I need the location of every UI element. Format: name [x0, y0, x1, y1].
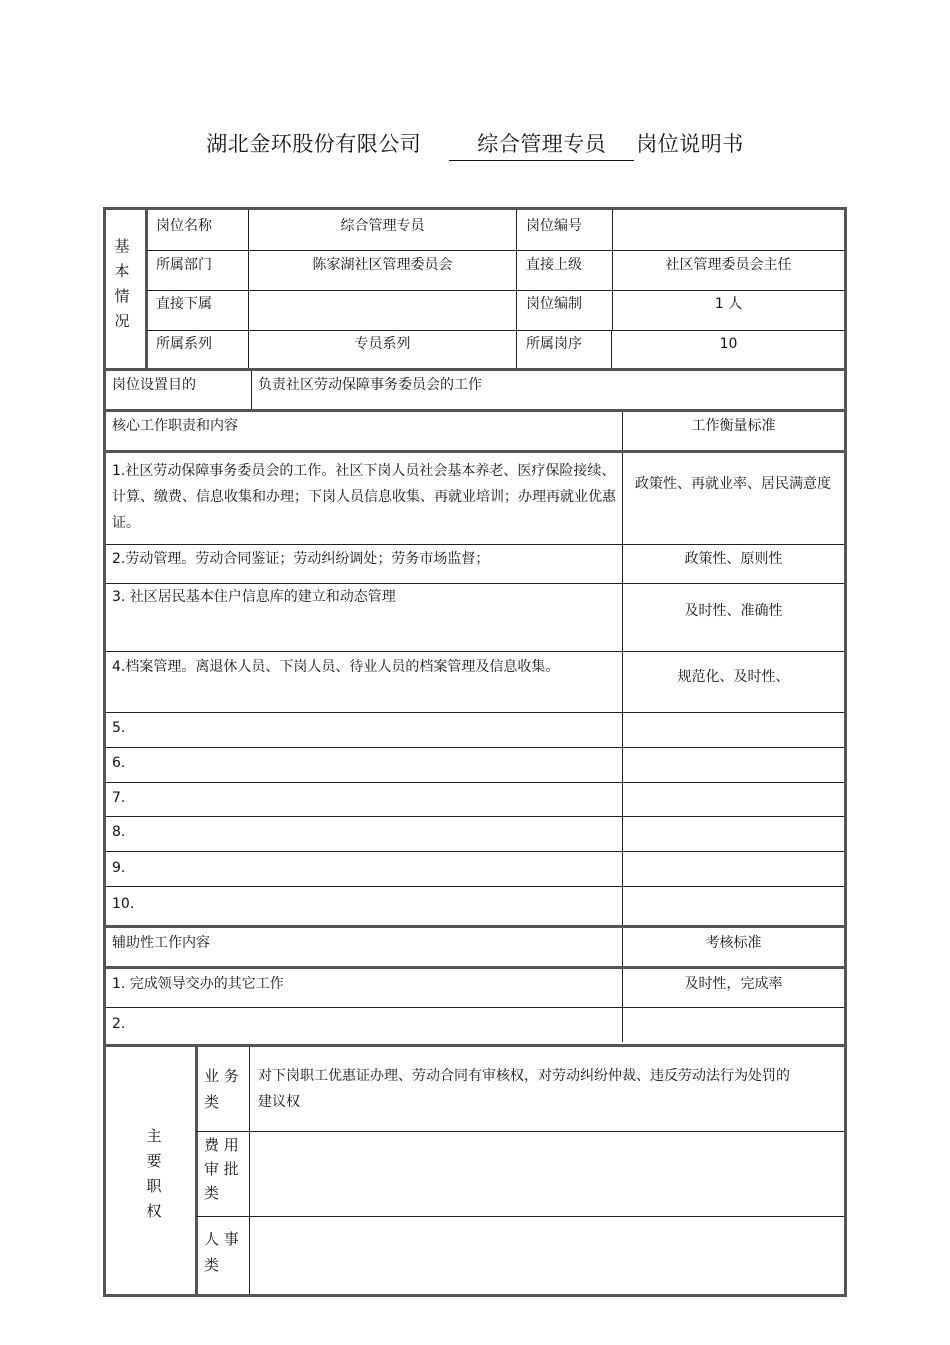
- divider: [106, 816, 844, 817]
- divider: [249, 1047, 250, 1294]
- aux-header-right: 考核标准: [705, 935, 762, 951]
- authority-row-3-label: 人 事 类: [204, 1230, 239, 1274]
- divider: [106, 925, 844, 928]
- core-header-left: 核心工作职责和内容: [112, 418, 238, 434]
- divider: [195, 1047, 198, 1294]
- core-item-1-text: 1.社区劳动保障事务委员会的工作。社区下岗人员社会基本养老、医疗保险接续、计算、缴费、信息收集和办理；下岗人员信息收集、再就业培训；办理再就业优惠证。: [112, 463, 616, 531]
- superior-label: 直接上级: [526, 257, 582, 273]
- divider: [106, 368, 844, 371]
- authority-row-1-value: 对下岗职工优惠证办理、劳动合同有审核权，对劳动纠纷仲裁、违反劳动法行为处罚的建议权: [258, 1068, 790, 1110]
- divider: [611, 330, 612, 369]
- divider: [106, 712, 844, 713]
- authority-section-label: 主 要 职 权: [146, 1127, 162, 1220]
- purpose-label: 岗位设置目的: [112, 377, 196, 393]
- superior-value: 社区管理委员会主任: [665, 257, 792, 273]
- authority-row-1-label: 业 务 类: [204, 1067, 239, 1111]
- series-label: 所属系列: [156, 336, 212, 352]
- core-item-4-standard: 规范化、及时性、: [677, 669, 790, 685]
- aux-item-1-standard: 及时性，完成率: [684, 976, 783, 992]
- aux-item-2-text: 2.: [112, 1016, 126, 1032]
- divider: [106, 782, 844, 783]
- divider: [106, 409, 844, 412]
- divider: [516, 330, 517, 369]
- divider: [106, 450, 844, 453]
- divider: [106, 1044, 844, 1047]
- core-item-10-text: 10.: [112, 896, 135, 912]
- core-item-6-text: 6.: [112, 755, 126, 771]
- core-item-5-text: 5.: [112, 720, 126, 736]
- divider: [106, 1007, 844, 1008]
- core-item-3-standard: 及时性、准确性: [684, 603, 783, 619]
- divider: [106, 851, 844, 852]
- headcount-value: 1 人: [714, 296, 743, 312]
- post-no-label: 岗位编号: [526, 218, 582, 234]
- core-item-3-text: 3. 社区居民基本住户信息库的建立和动态管理: [112, 589, 396, 605]
- divider: [106, 747, 844, 748]
- aux-header-left: 辅助性工作内容: [112, 935, 210, 951]
- rank-value: 10: [719, 336, 738, 352]
- divider: [196, 1131, 844, 1132]
- basic-section-label: 基 本 情 况: [114, 237, 130, 330]
- divider: [516, 210, 517, 330]
- core-item-2-standard: 政策性、原则性: [684, 551, 783, 567]
- core-header-right: 工作衡量标准: [691, 418, 776, 434]
- divider: [106, 651, 844, 652]
- rank-label: 所属岗序: [526, 336, 582, 352]
- post-name-value: 综合管理专员: [340, 218, 425, 234]
- divider: [146, 330, 844, 331]
- divider: [146, 250, 844, 251]
- headcount-label: 岗位编制: [526, 296, 582, 312]
- divider: [251, 371, 252, 409]
- core-item-1-standard: 政策性、再就业率、居民满意度: [635, 476, 831, 492]
- core-item-8-text: 8.: [112, 824, 126, 840]
- core-item-4-text: 4.档案管理。离退休人员、下岗人员、待业人员的档案管理及信息收集。: [112, 659, 560, 675]
- company-name: 湖北金环股份有限公司: [206, 132, 422, 156]
- divider: [196, 1216, 844, 1217]
- authority-row-2-label: 费 用 审 批 类: [204, 1136, 239, 1202]
- dept-value: 陈家湖社区管理委员会: [312, 257, 453, 273]
- dept-label: 所属部门: [156, 257, 212, 273]
- divider: [106, 886, 844, 887]
- divider: [106, 583, 844, 584]
- job-description-table: [103, 207, 847, 1297]
- divider: [146, 290, 844, 291]
- purpose-value: 负责社区劳动保障事务委员会的工作: [258, 377, 482, 393]
- position-name: 综合管理专员: [449, 128, 634, 161]
- divider: [106, 966, 844, 969]
- title-suffix: 岗位说明书: [636, 132, 744, 156]
- post-name-label: 岗位名称: [156, 218, 212, 234]
- document-title: [0, 128, 950, 161]
- core-item-9-text: 9.: [112, 860, 126, 876]
- divider: [106, 544, 844, 545]
- aux-item-1-text: 1. 完成领导交办的其它工作: [112, 976, 284, 992]
- core-item-2-text: 2.劳动管理。劳动合同鉴证；劳动纠纷调处；劳务市场监督；: [112, 551, 490, 567]
- core-item-7-text: 7.: [112, 790, 126, 806]
- subordinate-label: 直接下属: [156, 296, 212, 312]
- series-value: 专员系列: [354, 336, 411, 352]
